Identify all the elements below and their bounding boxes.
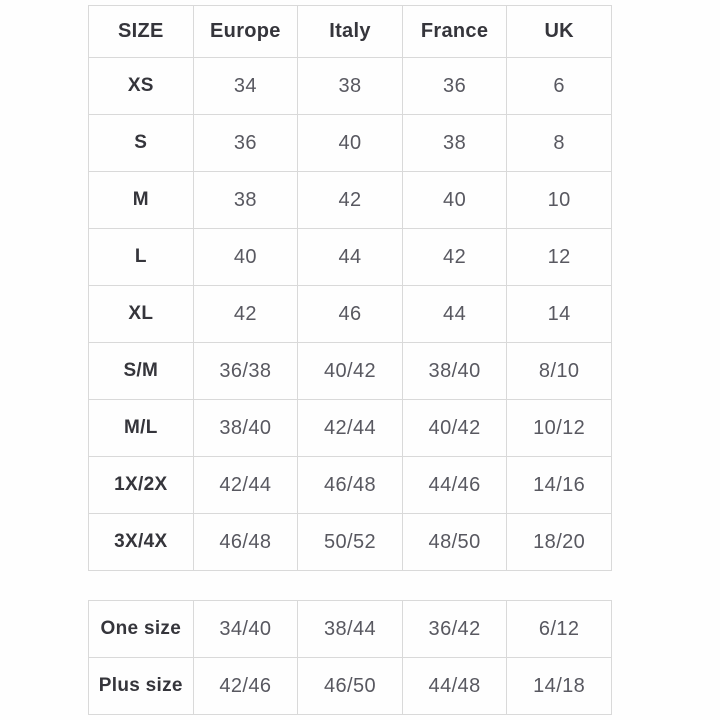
size-value-cell: 8 [507, 115, 612, 172]
size-value-cell: 10 [507, 172, 612, 229]
size-value-cell: 14/18 [507, 658, 612, 715]
row-label-1x-2x: 1X/2X [89, 457, 194, 514]
size-value-cell: 34 [193, 58, 298, 115]
row-label-m-l: M/L [89, 400, 194, 457]
size-value-cell: 40/42 [298, 343, 403, 400]
size-value-cell: 42/44 [193, 457, 298, 514]
size-value-cell: 38/40 [402, 343, 507, 400]
size-value-cell: 38/40 [193, 400, 298, 457]
table-row [89, 400, 612, 457]
size-value-cell: 12 [507, 229, 612, 286]
column-header-europe: Europe [193, 6, 298, 58]
size-value-cell: 44/48 [402, 658, 507, 715]
size-value-cell: 40/42 [402, 400, 507, 457]
size-value-cell: 6/12 [507, 601, 612, 658]
size-value-cell: 36 [193, 115, 298, 172]
size-value-cell: 14 [507, 286, 612, 343]
row-label-xl: XL [89, 286, 194, 343]
row-label-s-m: S/M [89, 343, 194, 400]
size-value-cell: 38 [298, 58, 403, 115]
row-label-m: M [89, 172, 194, 229]
special-sizes-table [88, 600, 612, 715]
column-header-france: France [402, 6, 507, 58]
table-row [89, 58, 612, 115]
table-row [89, 457, 612, 514]
size-conversion-table [88, 5, 612, 571]
table-row [89, 172, 612, 229]
table-row [89, 601, 612, 658]
size-value-cell: 42 [402, 229, 507, 286]
size-value-cell: 36/38 [193, 343, 298, 400]
size-conversion-table-body [89, 58, 612, 571]
size-value-cell: 46/48 [193, 514, 298, 571]
table-row [89, 658, 612, 715]
row-label-xs: XS [89, 58, 194, 115]
size-value-cell: 38 [402, 115, 507, 172]
table-row [89, 286, 612, 343]
size-value-cell: 48/50 [402, 514, 507, 571]
column-header-size: SIZE [89, 6, 194, 58]
size-value-cell: 36/42 [402, 601, 507, 658]
special-sizes-table-body [89, 601, 612, 715]
size-value-cell: 8/10 [507, 343, 612, 400]
size-value-cell: 44 [298, 229, 403, 286]
size-value-cell: 46/48 [298, 457, 403, 514]
size-value-cell: 44/46 [402, 457, 507, 514]
table-row [89, 343, 612, 400]
size-value-cell: 40 [402, 172, 507, 229]
size-conversion-table-header [89, 6, 612, 58]
size-value-cell: 50/52 [298, 514, 403, 571]
size-value-cell: 46/50 [298, 658, 403, 715]
size-value-cell: 40 [298, 115, 403, 172]
size-value-cell: 42 [298, 172, 403, 229]
size-value-cell: 38 [193, 172, 298, 229]
table-row [89, 514, 612, 571]
size-value-cell: 42 [193, 286, 298, 343]
table-row [89, 229, 612, 286]
size-value-cell: 38/44 [298, 601, 403, 658]
table-row [89, 115, 612, 172]
size-value-cell: 42/44 [298, 400, 403, 457]
size-value-cell: 6 [507, 58, 612, 115]
size-value-cell: 40 [193, 229, 298, 286]
header-row [89, 6, 612, 58]
size-value-cell: 18/20 [507, 514, 612, 571]
row-label-plus-size: Plus size [89, 658, 194, 715]
size-value-cell: 44 [402, 286, 507, 343]
size-value-cell: 36 [402, 58, 507, 115]
size-value-cell: 34/40 [193, 601, 298, 658]
row-label-3x-4x: 3X/4X [89, 514, 194, 571]
column-header-italy: Italy [298, 6, 403, 58]
size-value-cell: 46 [298, 286, 403, 343]
size-value-cell: 14/16 [507, 457, 612, 514]
row-label-l: L [89, 229, 194, 286]
column-header-uk: UK [507, 6, 612, 58]
row-label-one-size: One size [89, 601, 194, 658]
size-value-cell: 10/12 [507, 400, 612, 457]
size-value-cell: 42/46 [193, 658, 298, 715]
row-label-s: S [89, 115, 194, 172]
